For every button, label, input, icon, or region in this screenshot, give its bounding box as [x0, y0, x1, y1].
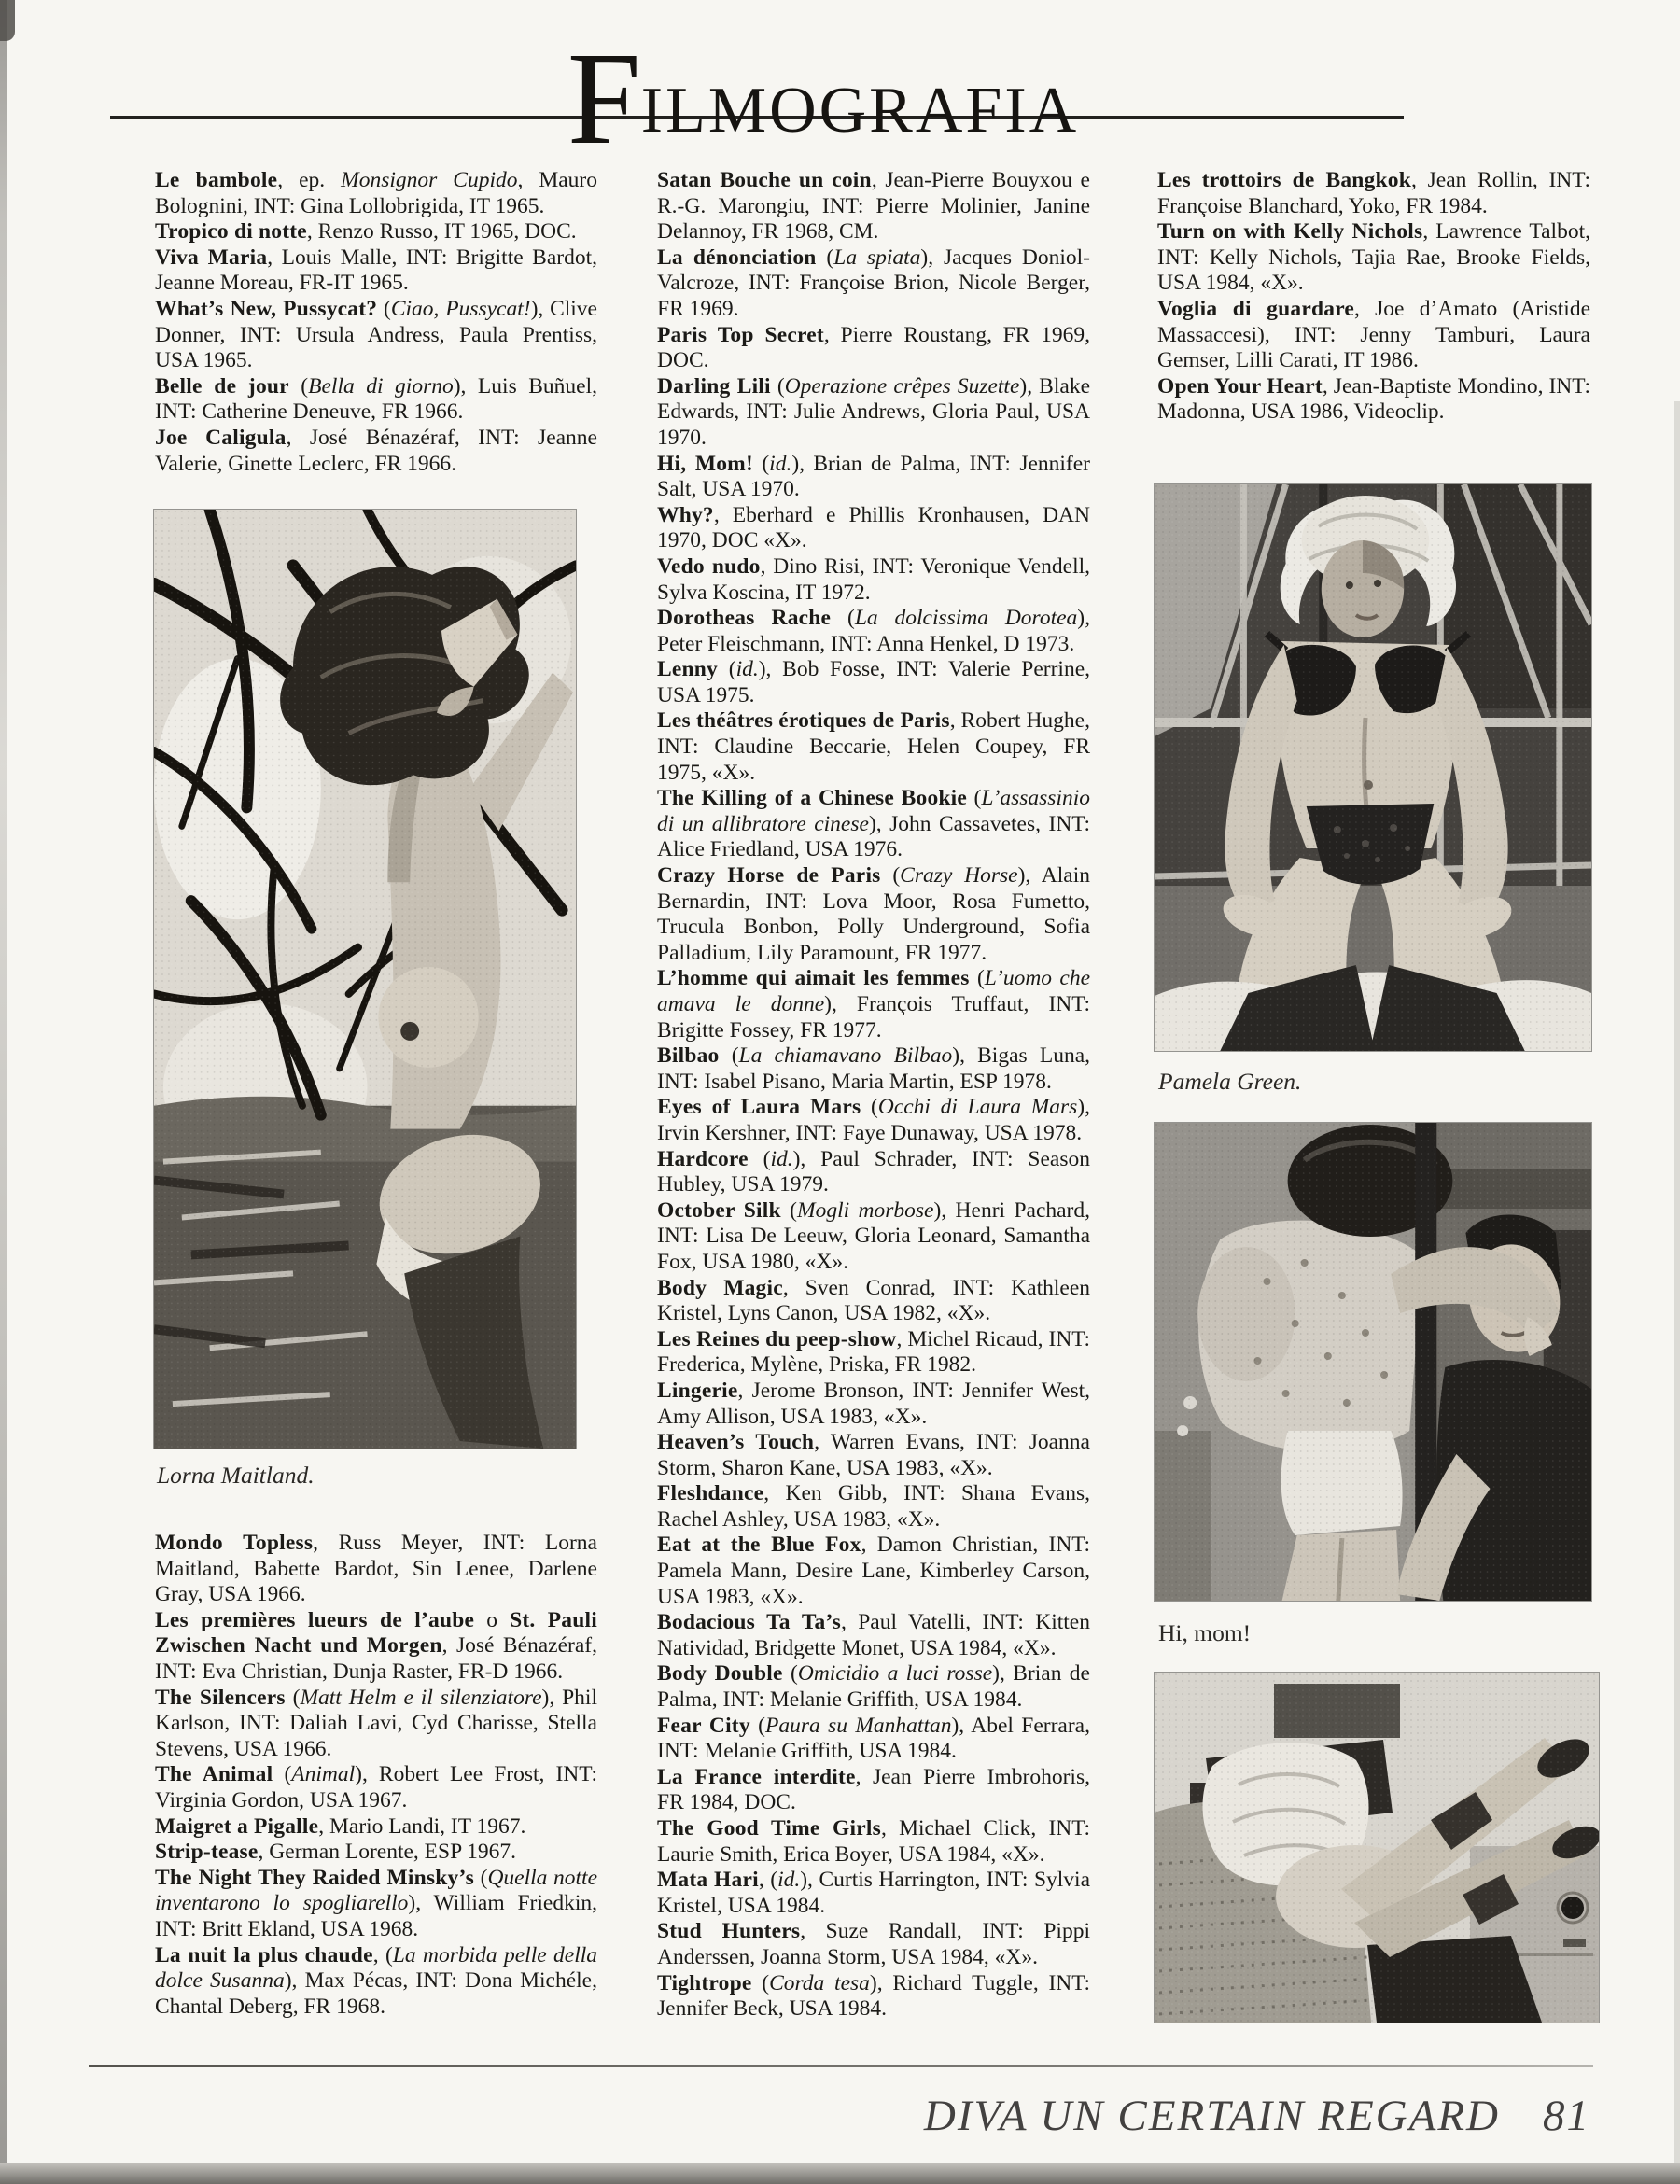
- filmography-entry: Strip-tease, German Lorente, ESP 1967.: [155, 1840, 517, 1865]
- filmography-entry: Lingerie, Jerome Bronson, INT: Jennifer West, Amy Allison, USA 1983, «X».: [657, 1378, 1090, 1429]
- filmography-entry: La nuit la plus chaude, (La morbida pelle della dolce Susanna), Max Pécas, INT: Dona Michéle, Chantal Deberg, FR 1968.: [155, 1942, 598, 2019]
- filmography-entry: Vedo nudo, Dino Risi, INT: Veronique Vendell, Sylva Koscina, IT 1972.: [657, 553, 1091, 605]
- footer-magazine-title: DIVA UN CERTAIN REGARD: [923, 2092, 1500, 2140]
- scan-edge-left: [0, 0, 7, 2184]
- photo-pamela-green: [1155, 484, 1591, 1051]
- filmography-column-2: [657, 168, 1090, 2023]
- photo-caption-lorna: Lorna Maitland.: [157, 1462, 315, 1489]
- scan-edge-bottom: [0, 2163, 1680, 2184]
- filmography-entry: Body Magic, Sven Conrad, INT: Kathleen Kristel, Lyns Canon, USA 1982, «X».: [657, 1275, 1090, 1326]
- filmography-entry: Hardcore (id.), Paul Schrader, INT: Season Hubley, USA 1979.: [657, 1146, 1091, 1197]
- filmography-column-1-lower: [155, 1531, 597, 2020]
- page-title-rest: ILMOGRAFIA: [640, 75, 1080, 147]
- filmography-entry: The Killing of a Chinese Bookie (L’assassinio di un allibratore cinese), John Cassavetes, INT: Alice Friedland, USA 1976.: [657, 786, 1091, 862]
- filmography-entry: Tropico di notte, Renzo Russo, IT 1965, DOC.: [155, 219, 577, 245]
- filmography-entry: Les premières lueurs de l’aube o St. Pauli Zwischen Nacht und Morgen, José Bénazéraf, INT: Eva Christian, Dunja Raster, FR-D 1966.: [155, 1607, 598, 1684]
- filmography-entry: Bodacious Ta Ta’s, Paul Vatelli, INT: Kitten Natividad, Bridgette Monet, USA 1984, «X».: [657, 1610, 1090, 1660]
- filmography-entry: Le bambole, ep. Monsignor Cupido, Mauro Bolognini, INT: Gina Lollobrigida, IT 1965.: [155, 168, 597, 218]
- filmography-entry: Darling Lili (Operazione crêpes Suzette), Blake Edwards, INT: Julie Andrews, Gloria Paul, USA 1970.: [657, 373, 1090, 450]
- filmography-entry: Belle de jour (Bella di giorno), Luis Buñuel, INT: Catherine Deneuve, FR 1966.: [155, 373, 597, 425]
- filmography-entry: Tightrope (Corda tesa), Richard Tuggle, INT: Jennifer Beck, USA 1984.: [657, 1970, 1090, 2022]
- filmography-entry: Paris Top Secret, Pierre Roustang, FR 1969, DOC.: [657, 322, 1090, 373]
- filmography-entry: October Silk (Mogli morbose), Henri Pachard, INT: Lisa De Leeuw, Gloria Leonard, Samantha Fox, USA 1980, «X».: [657, 1197, 1091, 1274]
- filmography-entry: The Animal (Animal), Robert Lee Frost, INT: Virginia Gordon, USA 1967.: [155, 1762, 597, 1813]
- filmography-entry: Fleshdance, Ken Gibb, INT: Shana Evans, Rachel Ashley, USA 1983, «X».: [657, 1481, 1090, 1532]
- filmography-entry: Maigret a Pigalle, Mario Landi, IT 1967.: [155, 1813, 526, 1839]
- photo-hi-mom-image: [1155, 1123, 1591, 1601]
- filmography-entry: Bilbao (La chiamavano Bilbao), Bigas Luna, INT: Isabel Pisano, Maria Martin, ESP 1978.: [657, 1043, 1091, 1094]
- filmography-entry: Fear City (Paura su Manhattan), Abel Ferrara, INT: Melanie Griffith, USA 1984.: [657, 1713, 1090, 1764]
- footer-rule: [89, 2065, 1593, 2067]
- filmography-column-3: [1157, 168, 1590, 426]
- filmography-entry: Open Your Heart, Jean-Baptiste Mondino, INT: Madonna, USA 1986, Videoclip.: [1157, 373, 1590, 425]
- filmography-entry: Les Reines du peep-show, Michel Ricaud, INT: Frederica, Mylène, Priska, FR 1982.: [657, 1326, 1090, 1378]
- filmography-column-1-upper: [155, 168, 597, 477]
- photo-bedroom-scene-image: [1155, 1673, 1599, 2023]
- filmography-entry: Crazy Horse de Paris (Crazy Horse), Alain Bernardin, INT: Lova Moor, Rosa Fumetto, Trucula Bonbon, Polly Underground, Sofia Palladium, Lily Paramount, FR 1977.: [657, 863, 1090, 965]
- footer: [924, 2091, 1590, 2141]
- photo-lorna-maitland: [154, 510, 576, 1449]
- filmography-entry: Body Double (Omicidio a luci rosse), Brian de Palma, INT: Melanie Griffith, USA 1984.: [657, 1661, 1090, 1713]
- filmography-entry: Mata Hari, (id.), Curtis Harrington, INT: Sylvia Kristel, USA 1984.: [657, 1868, 1091, 1918]
- photo-bedroom-scene: [1155, 1673, 1599, 2023]
- filmography-entry: Les théâtres érotiques de Paris, Robert Hughe, INT: Claudine Beccarie, Helen Coupey, FR 1975, «X».: [657, 708, 1090, 785]
- filmography-entry: Stud Hunters, Suze Randall, INT: Pippi Anderssen, Joanna Storm, USA 1984, «X».: [657, 1919, 1090, 1969]
- photo-hi-mom: [1155, 1123, 1591, 1601]
- filmography-entry: The Good Time Girls, Michael Click, INT: Laurie Smith, Erica Boyer, USA 1984, «X».: [657, 1816, 1090, 1867]
- page-title: [0, 21, 1663, 172]
- filmography-entry: Joe Caligula, José Bénazéraf, INT: Jeanne Valerie, Ginette Leclerc, FR 1966.: [155, 425, 597, 476]
- filmography-entry: Satan Bouche un coin, Jean-Pierre Bouyxou e R.-G. Marongiu, INT: Pierre Molinier, Janine Delannoy, FR 1968, CM.: [657, 168, 1090, 245]
- filmography-entry: Why?, Eberhard e Phillis Kronhausen, DAN 1970, DOC «X».: [657, 502, 1090, 553]
- filmography-entry: Eyes of Laura Mars (Occhi di Laura Mars), Irvin Kershner, INT: Faye Dunaway, USA 1978.: [657, 1095, 1090, 1145]
- page-title-initial: F: [567, 24, 641, 172]
- filmography-entry: Hi, Mom! (id.), Brian de Palma, INT: Jennifer Salt, USA 1970.: [657, 451, 1091, 502]
- filmography-entry: L’homme qui aimait les femmes (L’uomo che amava le donne), François Truffaut, INT: Brigitte Fossey, FR 1977.: [657, 966, 1090, 1043]
- filmography-entry: Les trottoirs de Bangkok, Jean Rollin, INT: Françoise Blanchard, Yoko, FR 1984.: [1157, 168, 1590, 218]
- filmography-entry: Viva Maria, Louis Malle, INT: Brigitte Bardot, Jeanne Moreau, FR-IT 1965.: [155, 245, 597, 296]
- filmography-entry: Heaven’s Touch, Warren Evans, INT: Joanna Storm, Sharon Kane, USA 1983, «X».: [657, 1430, 1090, 1480]
- filmography-entry: La dénonciation (La spiata), Jacques Doniol-Valcroze, INT: Françoise Brion, Nicole Berger, FR 1969.: [657, 245, 1090, 321]
- footer-page-number: 81: [1543, 2092, 1590, 2140]
- filmography-entry: Mondo Topless, Russ Meyer, INT: Lorna Maitland, Babette Bardot, Sin Lenee, Darlene Gray, USA 1966.: [155, 1531, 597, 1607]
- filmography-entry: Eat at the Blue Fox, Damon Christian, INT: Pamela Mann, Desire Lane, Kimberley Carson, USA 1983, «X».: [657, 1533, 1091, 1609]
- photo-lorna-maitland-image: [154, 510, 576, 1449]
- scan-edge-right: [1674, 401, 1680, 2175]
- filmography-entry: Voglia di guardare, Joe d’Amato (Aristide Massaccesi), INT: Jenny Tamburi, Laura Gemser, Lilli Carati, IT 1986.: [1157, 296, 1591, 373]
- filmography-entry: The Silencers (Matt Helm e il silenziatore), Phil Karlson, INT: Daliah Lavi, Cyd Charisse, Stella Stevens, USA 1966.: [155, 1685, 597, 1761]
- filmography-entry: La France interdite, Jean Pierre Imbrohoris, FR 1984, DOC.: [657, 1764, 1090, 1815]
- photo-caption-hi-mom: Hi, mom!: [1158, 1619, 1252, 1646]
- filmography-entry: Turn on with Kelly Nichols, Lawrence Talbot, INT: Kelly Nichols, Tajia Rae, Brooke Fields, USA 1984, «X».: [1157, 219, 1590, 296]
- filmography-entry: Dorotheas Rache (La dolcissima Dorotea), Peter Fleischmann, INT: Anna Henkel, D 1973.: [657, 606, 1090, 656]
- filmography-entry: Lenny (id.), Bob Fosse, INT: Valerie Perrine, USA 1975.: [657, 657, 1091, 707]
- filmography-entry: The Night They Raided Minsky’s (Quella notte inventarono lo spogliarello), William Friedkin, INT: Britt Ekland, USA 1968.: [155, 1865, 598, 1941]
- filmography-entry: What’s New, Pussycat? (Ciao, Pussycat!), Clive Donner, INT: Ursula Andress, Paula Prentiss, USA 1965.: [155, 296, 597, 373]
- photo-pamela-green-image: [1155, 484, 1591, 1051]
- photo-caption-pamela: Pamela Green.: [1158, 1068, 1302, 1095]
